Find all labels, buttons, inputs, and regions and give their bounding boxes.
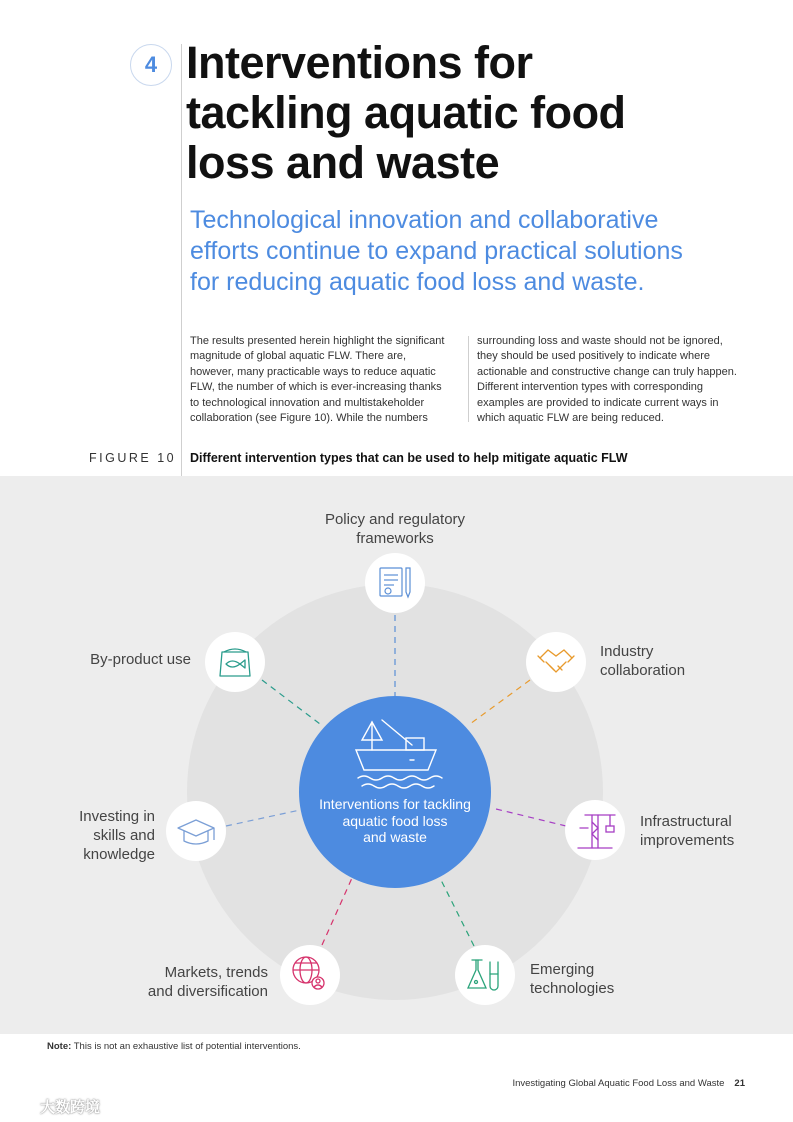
body-line: actionable and constructive change can truly happen. [477, 365, 737, 378]
node-label-line: improvements [640, 832, 735, 849]
figure-label: FIGURE 10 [89, 451, 177, 465]
chapter-title-line: loss and waste [186, 137, 500, 188]
body-line: The results presented herein highlight the significant [190, 335, 445, 347]
node-label-line: collaboration [600, 662, 686, 679]
node-circle-markets [280, 945, 340, 1005]
body-line: magnitude of global aquatic FLW. There are, [190, 350, 407, 363]
body-line: to technological innovation and multistakeholder [190, 396, 425, 409]
body-line: examples are provided to indicate current ways in [477, 396, 719, 409]
node-label-line: Markets, trends [164, 964, 268, 981]
body-line: Different intervention types with corresponding [477, 381, 704, 394]
body-line: surrounding loss and waste should not be ignored, [477, 335, 723, 347]
watermark-logo-icon [15, 1097, 37, 1111]
node-label-line: Infrastructural [640, 813, 732, 830]
node-label-line: frameworks [356, 530, 434, 547]
node-label-emerging [530, 960, 614, 998]
node-label-line: knowledge [83, 846, 155, 863]
node-label-knowledge [40, 807, 155, 864]
figure-caption: Different intervention types that can be used to help mitigate aquatic FLW [190, 451, 628, 465]
hub-circle [299, 696, 491, 888]
figure-note [47, 1041, 301, 1052]
node-label-line: skills and [93, 827, 155, 844]
footer-title: Investigating Global Aquatic Food Loss and Waste [512, 1078, 725, 1089]
note-prefix: Note: [47, 1041, 72, 1052]
body-line: FLW, the number of which is ever-increasing thanks [190, 381, 442, 394]
body-line: collaboration (see Figure 10). While the numbers [190, 412, 428, 425]
subtitle-line: for reducing aquatic food loss and waste. [190, 268, 645, 296]
page-footer [512, 1078, 745, 1089]
node-label-infrastructure [640, 812, 734, 850]
body-line: they should be used positively to indicate where [477, 350, 710, 363]
chapter-title-line: Interventions for [186, 37, 533, 88]
node-circle-infrastructure [565, 800, 625, 860]
hub-label [302, 796, 488, 846]
body-line: however, many practicable ways to reduce aquatic [190, 365, 436, 378]
node-label-line: Emerging [530, 961, 595, 978]
node-circle-knowledge [166, 801, 226, 861]
node-label-byproduct [40, 650, 191, 669]
node-circle-emerging [455, 945, 515, 1005]
node-label-line: Policy and regulatory [324, 511, 466, 528]
hub-label-line: and waste [363, 829, 427, 845]
node-label-line: and diversification [147, 983, 268, 1000]
subtitle-line: efforts continue to expand practical solutions [190, 237, 683, 265]
watermark-text: 大数跨境 [40, 1099, 101, 1116]
node-circle-industry [526, 632, 586, 692]
node-label-line: Investing in [79, 808, 155, 825]
node-label-policy [295, 510, 495, 548]
node-label-line: By-product use [90, 651, 191, 668]
node-label-line: Industry [600, 643, 654, 660]
node-label-line: technologies [530, 980, 615, 997]
node-label-markets [118, 963, 268, 1001]
note-text: This is not an exhaustive list of potential interventions. [73, 1041, 301, 1052]
node-label-industry [600, 642, 685, 680]
subtitle-line: Technological innovation and collaborative [190, 206, 659, 234]
chapter-number: 4 [144, 52, 158, 77]
chapter-title-line: tackling aquatic food [186, 87, 626, 138]
node-circle-policy [365, 553, 425, 613]
hub-label-line: Interventions for tackling [319, 796, 471, 812]
body-line: which aquatic FLW are being reduced. [477, 412, 664, 425]
hub-label-line: aquatic food loss [342, 812, 448, 829]
page-number: 21 [734, 1078, 745, 1089]
